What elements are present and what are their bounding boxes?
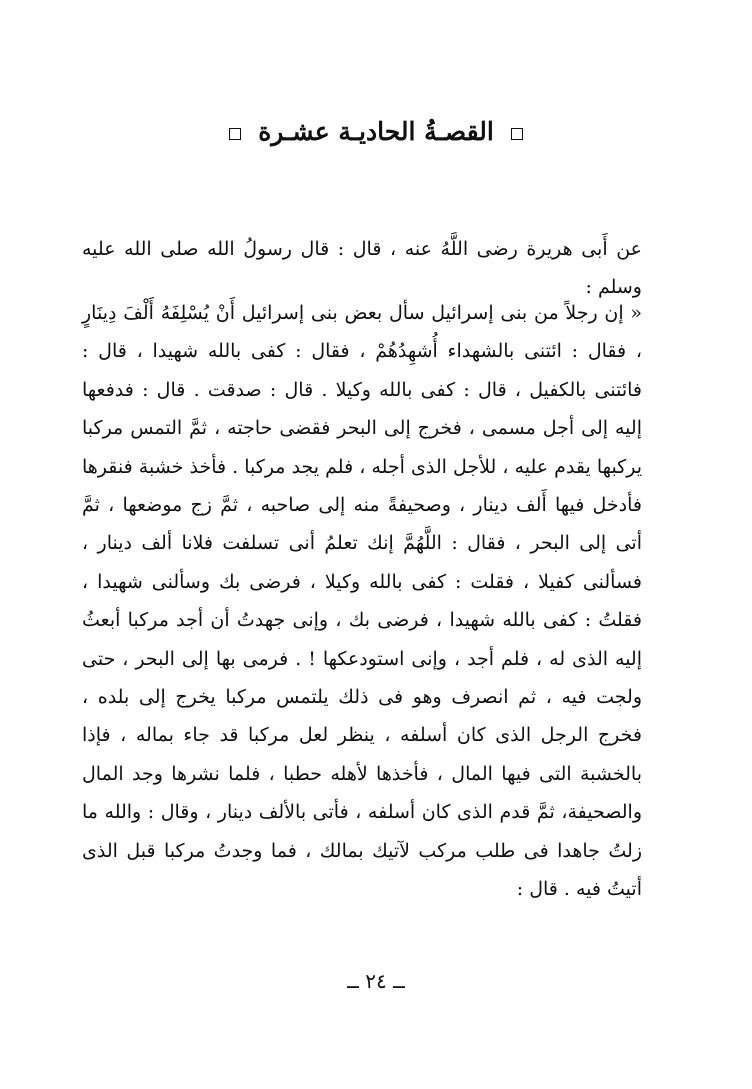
story-body: « إن رجلاً من بنى إسرائيل سأل بعض بنى إسرائيل أَنْ يُسْلِفَهُ أَلْفَ دِينَارٍ ، فقال : ائتنى بالشهداء أُشهِدُهُمْ ، فقال : كفى بالله شهيدا ، قال : فائتنى بالكفيل ، قال : كفى بالله وكيلا . قال : صدقت . قال : فدفعها إليه إلى أجل مسمى ، فخرج إلى البحر فقضى حاجته ، ثمَّ التمس مركبا يركبها يقدم عليه ، للأجل الذى أجله ، فلم يجد مركبا . فأخذ خشبة فنقرها فأدخل فيها أَلف دينار ، وصحيفةً منه إلى صاحبه ، ثمَّ زج موضعها ، ثمَّ أتى إلى البحر ، فقال : اللَّهُمَّ إنك تعلمُ أنى تسلفت فلانا ألف دينار ، فسألنى كفيلا ، فقلت : كفى بالله وكيلا ، فرضى بك وسألنى شهيدا ، فقلتُ : كفى بالله شهيدا ، فرضى بك ، وإنى جهدتُ أن أجد مركبا أبعثُ إليه الذى له ، فلم أجد ، وإنى استودعكها ! . فرمى بها إلى البحر ، حتى ولجت فيه ، ثم انصرف وهو فى ذلك يلتمس مركبا يخرج إلى بلده ، فخرج الرجل الذى كان أسلفه ، ينظر لعل مركبا قد جاء بماله ، فإذا بالخشبة التى فيها المال ، فأخذها لأهله حطبا ، فلما نشرها وجد المال والصحيفة، ثمَّ قدم الذى كان أسلفه ، فأتى بالألف دينار ، وقال : والله ما زلتُ جاهدا فى طلب مركب لآتيك بمالك ، فما وجدتُ مركبا قبل الذى أتيتُ فيه . قال : bbox=[82, 302, 642, 901]
page-number: ــ ٢٤ ــ bbox=[347, 969, 405, 993]
story-title bbox=[0, 112, 752, 152]
square-ornament-icon bbox=[229, 128, 241, 140]
square-ornament-icon bbox=[511, 128, 523, 140]
story-title-text: القصـةُ الحاديـة عشـرة bbox=[258, 117, 494, 146]
hadith-introduction: عن أَبى هريرة رضى اللَّهُ عنه ، قال : قال رسولُ الله صلى الله عليه وسلم : bbox=[82, 238, 642, 299]
